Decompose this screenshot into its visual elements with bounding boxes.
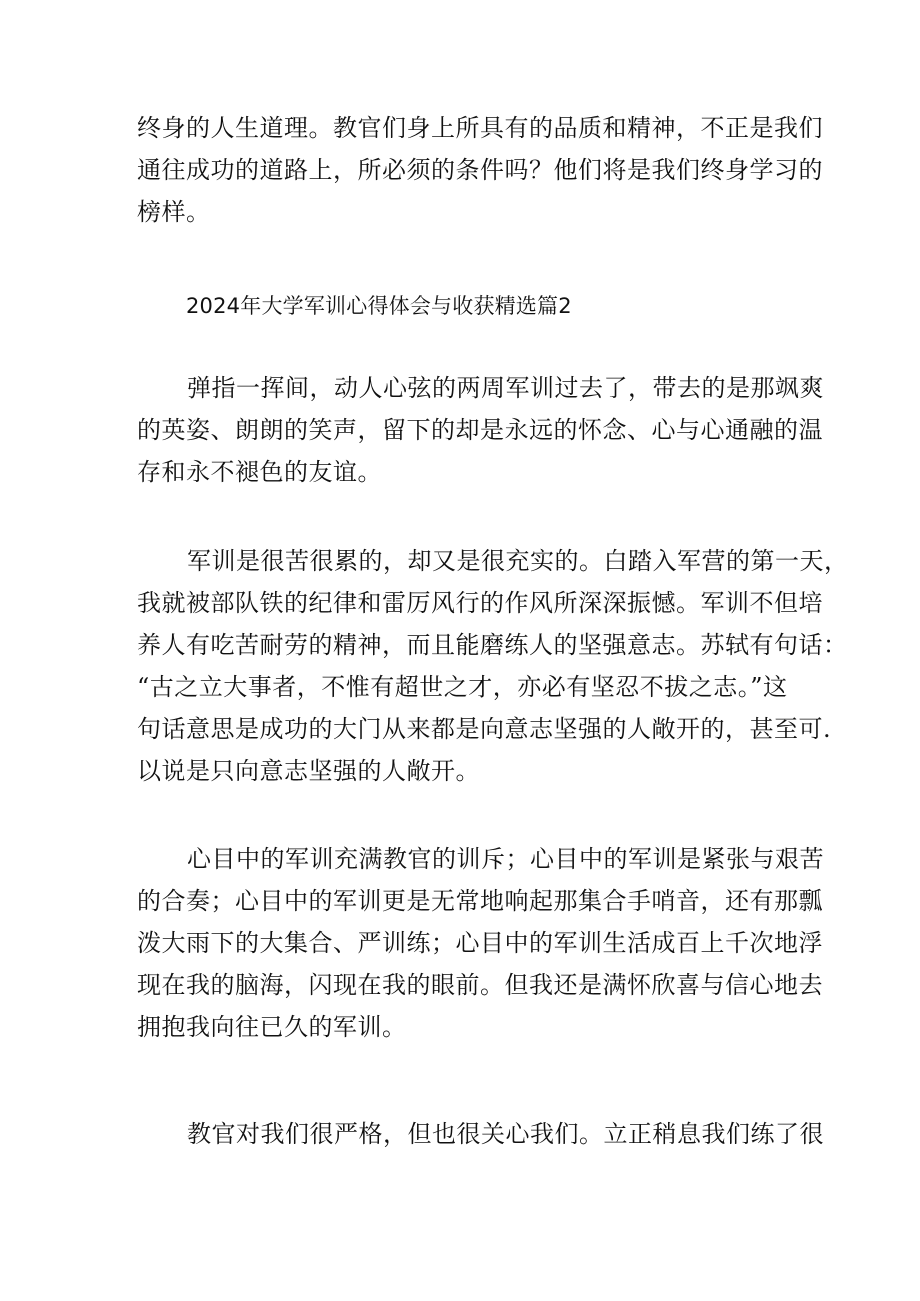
text-line: 泼大雨下的大集合、严训练；心目中的军训生活成百上千次地浮 <box>137 929 823 957</box>
paragraph-3 <box>137 838 824 1048</box>
text-line: 的英姿、朗朗的笑声，留下的却是永远的怀念、心与心通融的温 <box>137 416 823 444</box>
text-line: 终身的人生道理。教官们身上所具有的品质和精神，不正是我们 <box>137 114 823 142</box>
text-line: 以说是只向意志坚强的人敞开。 <box>137 757 480 785</box>
paragraph-2 <box>137 540 849 792</box>
text-line: 拥抱我向往已久的军训。 <box>137 1013 407 1041</box>
intro-paragraph <box>137 107 823 233</box>
text-line: 我就被部队铁的纪律和雷厉风行的作风所深深振憾。军训不但培 <box>137 589 823 617</box>
text-line: 句话意思是成功的大门从来都是向意志坚强的人敞开的，甚至可. <box>137 715 832 743</box>
section-title: 2024年大学军训心得体会与收获精选篇2 <box>186 294 572 318</box>
text-line: 现在我的脑海，闪现在我的眼前。但我还是满怀欣喜与信心地去 <box>137 971 823 999</box>
paragraph-4 <box>137 1113 824 1155</box>
text-line: 弹指一挥间，动人心弦的两周军训过去了，带去的是那飒爽 <box>187 374 824 402</box>
text-line: 教官对我们很严格，但也很关心我们。立正稍息我们练了很 <box>187 1120 824 1148</box>
text-line: 通往成功的道路上，所必须的条件吗？他们将是我们终身学习的 <box>137 156 823 184</box>
text-line: 存和永不褪色的友谊。 <box>137 458 382 486</box>
text-line: 榜样。 <box>137 198 211 226</box>
text-line: 养人有吃苦耐劳的精神，而且能磨练人的坚强意志。苏轼有句话： <box>137 631 848 659</box>
text-line: 心目中的军训充满教官的训斥；心目中的军训是紧张与艰苦 <box>187 845 824 873</box>
text-line: 的合奏；心目中的军训更是无常地响起那集合手哨音，还有那瓢 <box>137 887 823 915</box>
paragraph-1 <box>137 367 824 493</box>
text-line: 军训是很苦很累的，却又是很充实的。白踏入军营的第一天， <box>187 547 849 575</box>
text-line: “古之立大事者，不惟有超世之才，亦必有坚忍不拔之志。”这 <box>137 673 788 701</box>
